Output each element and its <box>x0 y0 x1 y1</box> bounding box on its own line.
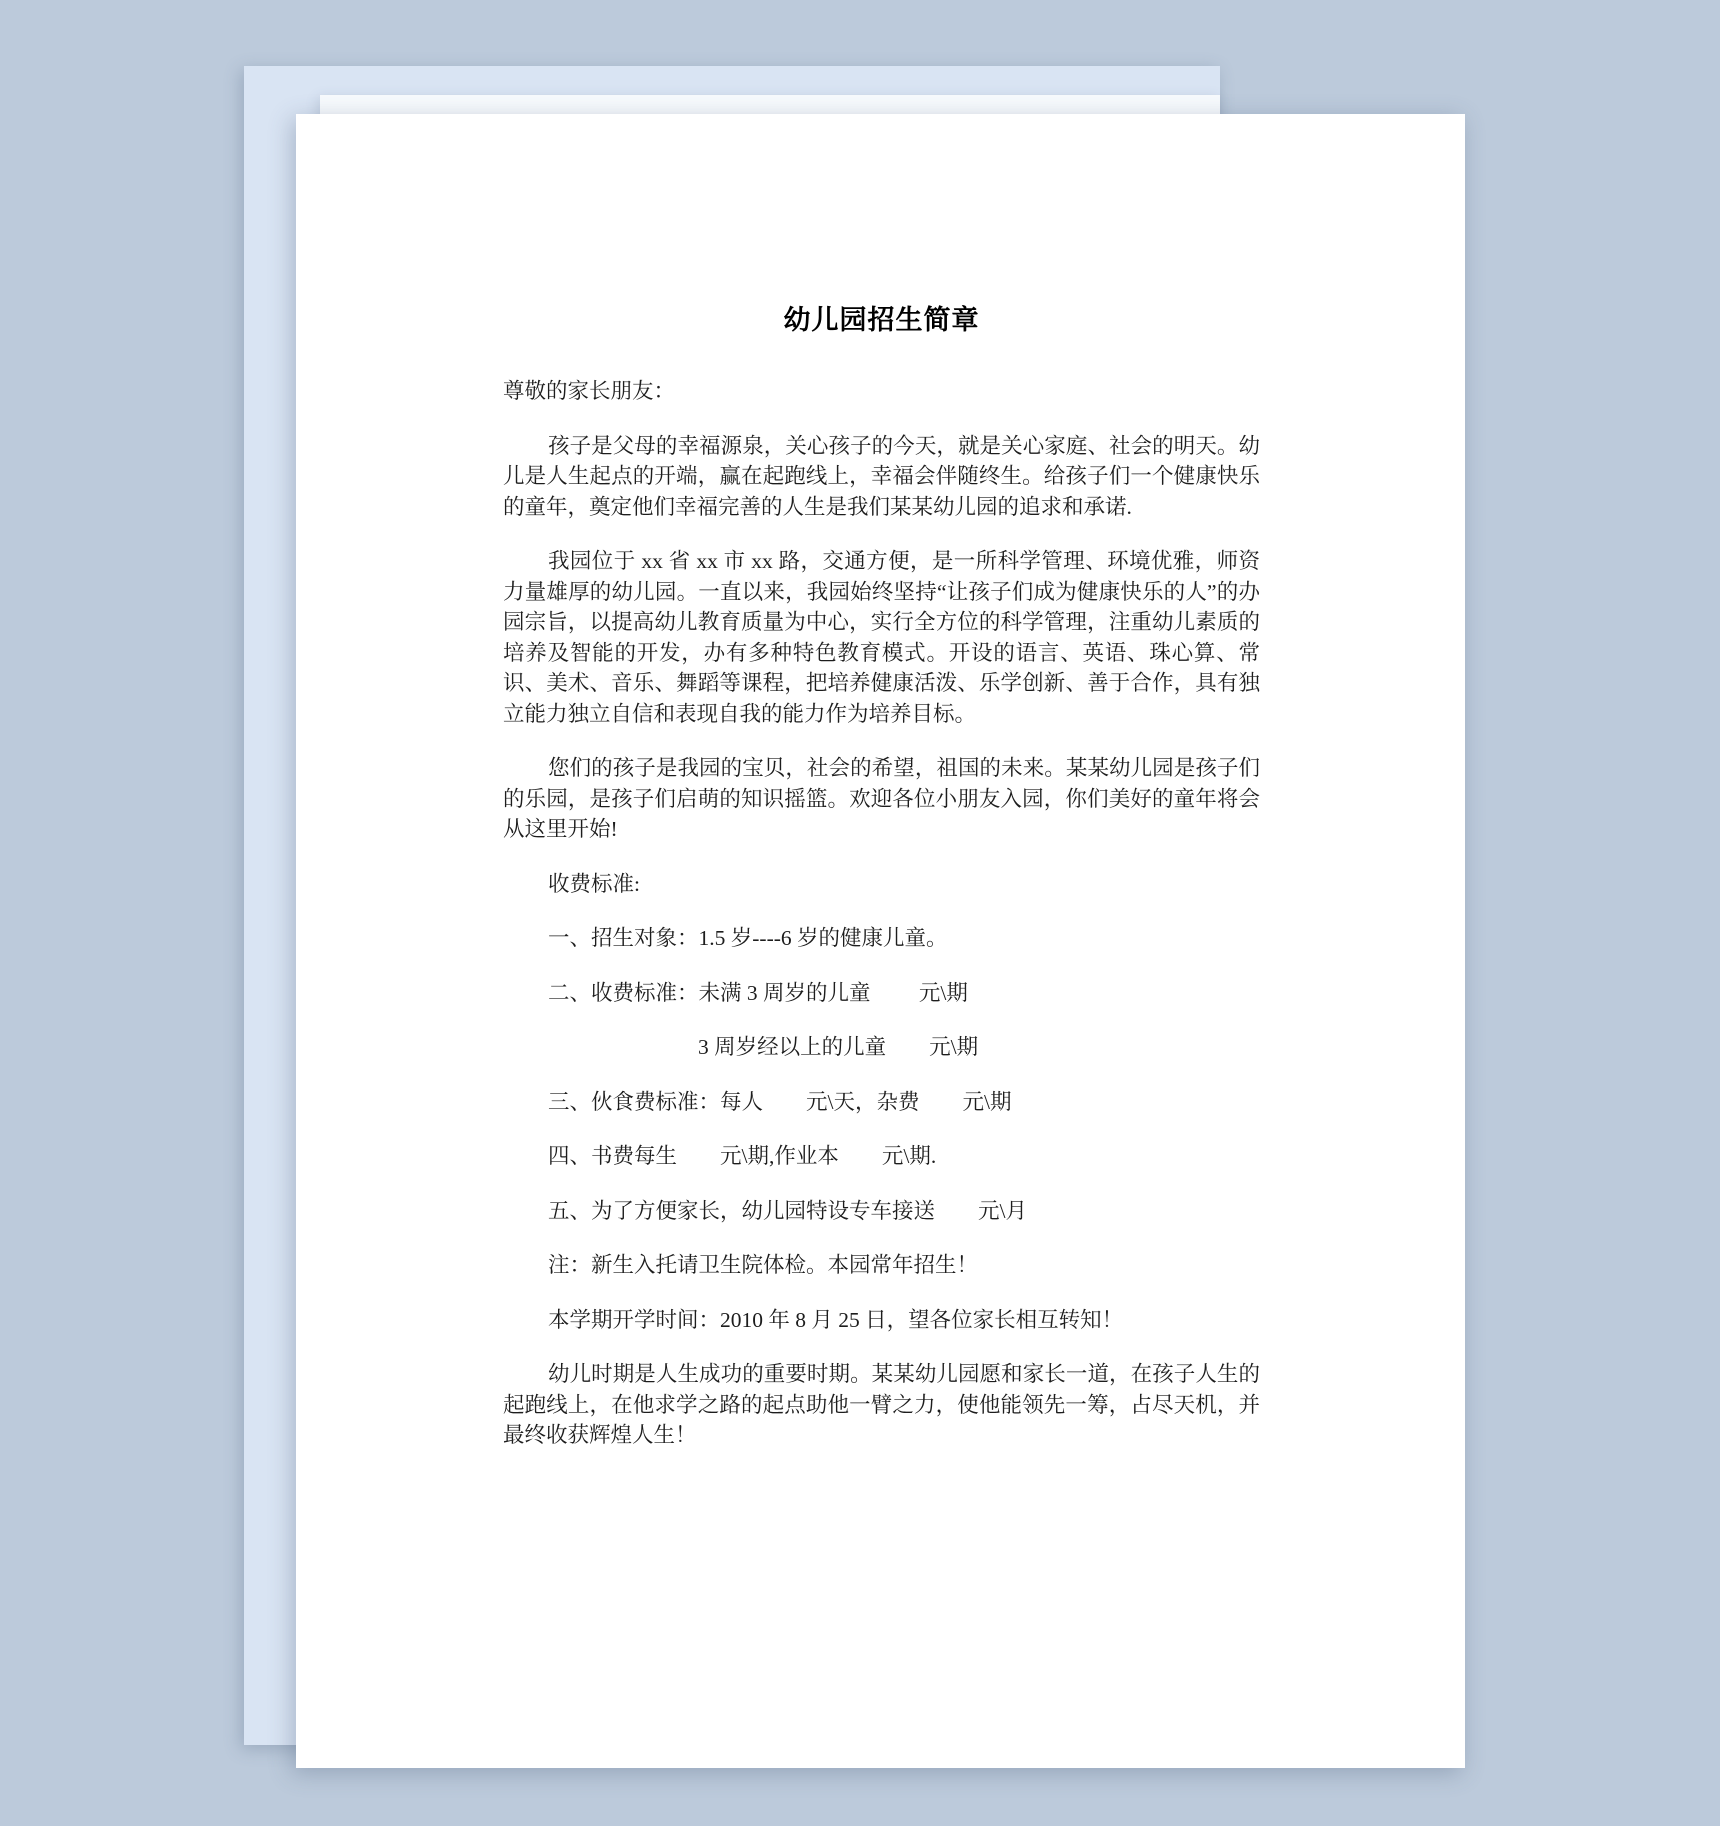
text-block: 幼儿时期是人生成功的重要时期。某某幼儿园愿和家长一道，在孩子人生的起跑线上，在他求学之路的起点助他一臂之力，使他能领先一筹，占尽天机，并最终收获辉煌人生！ <box>503 1362 1260 1447</box>
document-title: 幼儿园招生简章 <box>783 305 980 335</box>
text-block: 孩子是父母的幸福源泉，关心孩子的今天，就是关心家庭、社会的明天。幼儿是人生起点的开端，赢在起跑线上，幸福会伴随终生。给孩子们一个健康快乐的童年，奠定他们幸福完善的人生是我们某某幼儿园的追求和承诺. <box>503 433 1260 519</box>
text-block: 我园位于 xx 省 xx 市 xx 路，交通方便，是一所科学管理、环境优雅，师资力量雄厚的幼儿园。一直以来，我园始终坚持“让孩子们成为健康快乐的人”的办园宗旨，以提高幼儿教育质量为中心，实行全方位的科学管理，注重幼儿素质的培养及智能的开发，办有多种特色教育模式。开设的语言、英语、珠心算、常识、美术、音乐、舞蹈等课程，把培养健康活泼、乐学创新、善于合作，具有独立能力独立自信和表现自我的能力作为培养目标。 <box>503 549 1260 726</box>
text-block: 本学期开学时间：2010 年 8 月 25 日，望各位家长相互转知！ <box>548 1307 1124 1332</box>
text-block: 一、招生对象：1.5 岁----6 岁的健康儿童。 <box>548 926 948 950</box>
text-block: 尊敬的家长朋友： <box>503 379 676 403</box>
document-body <box>503 376 1260 1451</box>
text-block: 3 周岁经以上的儿童 元\期 <box>698 1035 979 1059</box>
text-block: 三、伙食费标准：每人 元\天，杂费 元\期 <box>548 1089 1012 1114</box>
text-block: 您们的孩子是我园的宝贝，社会的希望，祖国的未来。某某幼儿园是孩子们的乐园，是孩子们启萌的知识摇篮。欢迎各位小朋友入园，你们美好的童年将会从这里开始! <box>503 756 1260 841</box>
text-block: 五、为了方便家长，幼儿园特设专车接送 元\月 <box>548 1198 1027 1223</box>
text-block: 二、收费标准：未满 3 周岁的儿童 元\期 <box>548 980 968 1005</box>
text-block: 收费标准: <box>548 871 640 896</box>
text-block: 注：新生入托请卫生院体检。本园常年招生！ <box>548 1253 979 1277</box>
text-block: 四、书费每生 元\期,作业本 元\期. <box>548 1144 937 1168</box>
document-page <box>296 114 1465 1768</box>
